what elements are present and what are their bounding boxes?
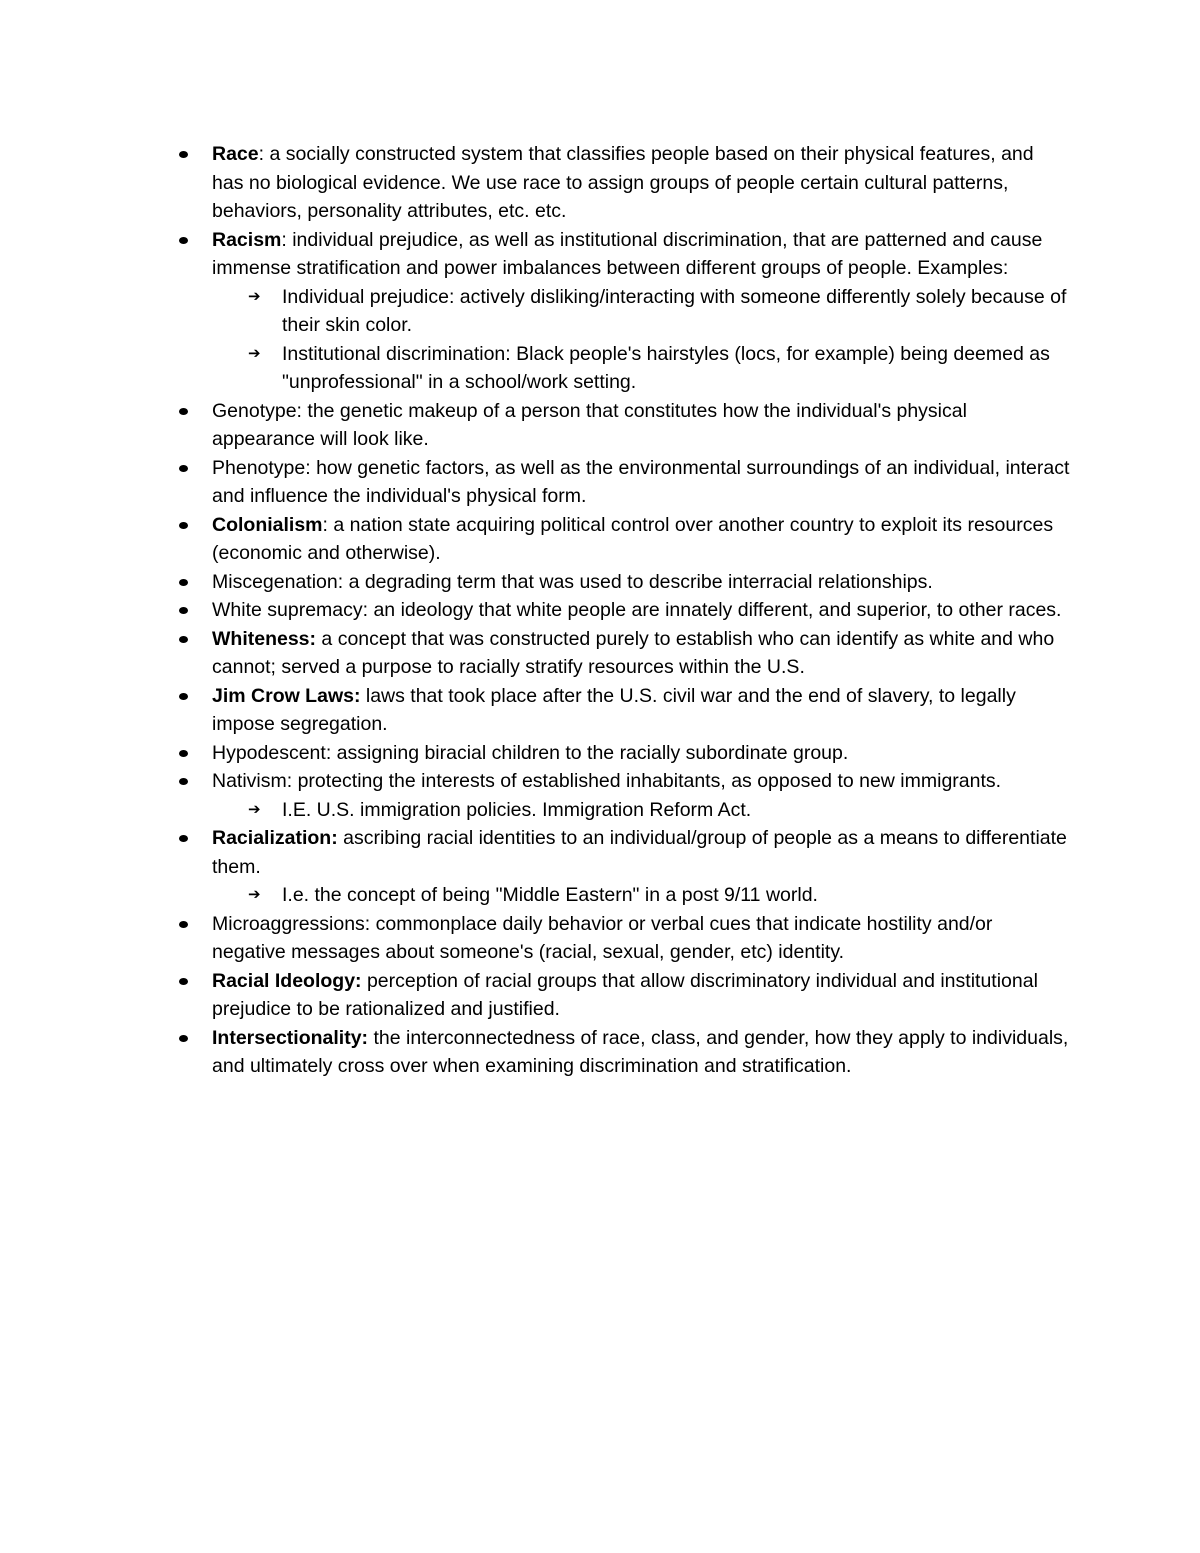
sub-item-text: Institutional discrimination: Black people's hairstyles (locs, for example) being deemed as "unprofessional" in a school/work setting. [282,342,1050,393]
bullet-icon [179,978,188,985]
list-item [170,739,1070,768]
bullet-icon [179,1035,188,1042]
list-item [170,140,1070,226]
term-label: Jim Crow Laws: [212,684,361,707]
bullet-icon [179,607,188,614]
bullet-icon [179,835,188,842]
term-definition: Genotype: the genetic makeup of a person that constitutes how the individual's physical appearance will look like. [212,399,967,450]
bullet-icon [179,693,188,700]
list-item [170,1024,1070,1081]
arrow-right-icon: ➔ [248,287,261,305]
sub-list-item [212,881,1070,910]
list-item [170,625,1070,682]
sub-list [212,881,1070,910]
bullet-icon [179,465,188,472]
term-definition: Nativism: protecting the interests of established inhabitants, as opposed to new immigrants. [212,770,1002,792]
term-definition: : a socially constructed system that classifies people based on their physical features, and has no biological evidence. We use race to assign groups of people certain cultural patterns, behaviors, personality attributes, etc. etc. [212,143,1034,222]
bullet-icon [179,408,188,415]
bullet-icon [179,522,188,529]
arrow-right-icon: ➔ [248,800,261,818]
term-definition: laws that took place after the U.S. civil war and the end of slavery, to legally impose segregation. [212,684,1016,735]
term-label: Intersectionality: [212,1026,369,1049]
list-item [170,682,1070,739]
list-item [170,454,1070,511]
bullet-icon [179,750,188,757]
list-item [170,226,1070,397]
term-definition: Phenotype: how genetic factors, as well as the environmental surroundings of an individual, interact and influence the individual's physical form. [212,456,1070,507]
list-item [170,397,1070,454]
term-definition: Hypodescent: assigning biracial children to the racially subordinate group. [212,741,849,764]
term-definition: Miscegenation: a degrading term that was used to describe interracial relationships. [212,570,933,593]
term-definition: : a nation state acquiring political control over another country to exploit its resources (economic and otherwise). [212,513,1054,564]
bullet-icon [179,636,188,643]
term-definition: ascribing racial identities to an individual/group of people as a means to differentiate them. [212,827,1067,878]
term-label: Race [212,143,259,165]
bullet-icon [179,778,188,785]
term-label: Racial Ideology: [212,969,362,992]
sub-list [212,796,1070,825]
term-label: Racism [212,228,282,251]
list-item [170,596,1070,625]
bullet-icon [179,579,188,586]
sub-list [212,283,1070,397]
document-content [170,140,1070,1081]
term-label: Racialization: [212,827,338,849]
arrow-right-icon: ➔ [248,886,261,903]
sub-item-text: I.E. U.S. immigration policies. Immigration Reform Act. [282,798,752,821]
term-label: Whiteness: [212,627,317,650]
sub-list-item [212,283,1070,340]
sub-item-text: Individual prejudice: actively disliking/interacting with someone differently solely because of their skin color. [282,285,1067,336]
list-item [170,910,1070,967]
sub-list-item [212,796,1070,825]
arrow-right-icon: ➔ [248,344,261,362]
glossary-list [170,140,1070,1081]
term-definition: Microaggressions: commonplace daily behavior or verbal cues that indicate hostility and/or negative messages about someone's (racial, sexual, gender, etc) identity. [212,912,993,963]
list-item [170,767,1070,824]
list-item [170,824,1070,910]
term-label: Colonialism [212,513,323,536]
term-definition: White supremacy: an ideology that white people are innately different, and superior, to other races. [212,599,1062,621]
sub-list-item [212,340,1070,397]
bullet-icon [179,237,188,244]
term-definition: perception of racial groups that allow discriminatory individual and institutional prejudice to be rationalized and justified. [212,969,1038,1020]
bullet-icon [179,921,188,928]
list-item [170,511,1070,568]
bullet-icon [179,151,188,158]
term-definition: the interconnectedness of race, class, and gender, how they apply to individuals, and ultimately cross over when examining discrimination and stratification. [212,1026,1069,1077]
sub-item-text: I.e. the concept of being "Middle Eastern" in a post 9/11 world. [282,884,818,906]
term-definition: a concept that was constructed purely to establish who can identify as white and who cannot; served a purpose to racially stratify resources within the U.S. [212,627,1055,678]
term-definition: : individual prejudice, as well as institutional discrimination, that are patterned and cause immense stratification and power imbalances between different groups of people. Examples: [212,228,1043,279]
list-item [170,568,1070,597]
list-item [170,967,1070,1024]
